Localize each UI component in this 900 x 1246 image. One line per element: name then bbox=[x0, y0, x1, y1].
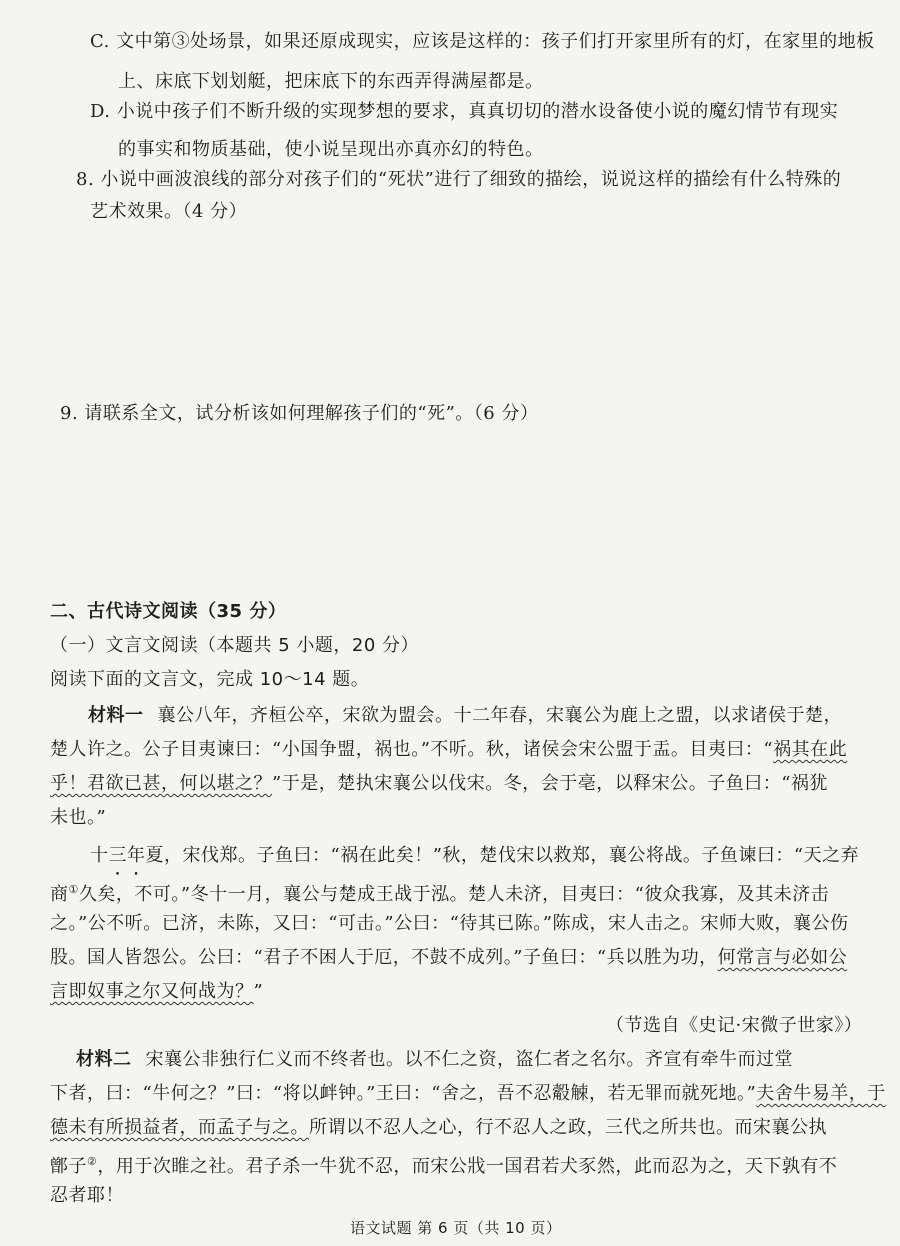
material1-p2-line1-pre: 十 bbox=[90, 845, 109, 866]
q7-option-c-line2: 上、床底下划划艇，把床底下的东西弄得满屋都是。 bbox=[118, 71, 544, 92]
footnote-marker-1: ① bbox=[68, 883, 79, 896]
q7-option-c-line1: C. 文中第③处场景，如果还原成现实，应该是这样的：孩子们打开家里所有的灯，在家里的地板 bbox=[90, 31, 875, 52]
q7-option-d-line1: D. 小说中孩子们不断升级的实现梦想的要求，真真切切的潜水设备使小说的魔幻情节有现实 bbox=[90, 101, 839, 122]
q7-option-d-line2: 的事实和物质基础，使小说呈现出亦真亦幻的特色。 bbox=[118, 139, 544, 160]
material2-underline-2: 德未有所损益者，而孟子与之。 bbox=[50, 1117, 309, 1138]
material1-p2-line4 bbox=[50, 946, 847, 970]
material2-line2 bbox=[50, 1082, 886, 1106]
material1-underline-a2: 乎！君欲已甚，何以堪之？ bbox=[50, 773, 272, 794]
material1-underline-b1: 何常言与必如公 bbox=[717, 947, 848, 968]
material1-p2-line2 bbox=[50, 878, 829, 907]
material1-label: 材料一 bbox=[88, 705, 144, 726]
material2-underline-1: 夫舍牛易羊，于 bbox=[756, 1083, 886, 1104]
dotted-char-2: 年 bbox=[127, 845, 146, 866]
material1-p2-line2-rest: 久矣，不可。”冬十一月，襄公与楚成王战于泓。楚人未济，目夷曰：“彼众我寡，及其未济击 bbox=[78, 884, 830, 905]
material1-p2-line2-pre: 商 bbox=[50, 884, 69, 905]
material1-p1-line2-text: 楚人许之。公子目夷谏曰：“小国争盟，祸也。”不听。秋，诸侯会宋公盟于盂。目夷曰：“ bbox=[50, 739, 774, 760]
q8-line2: 艺术效果。（4 分） bbox=[90, 201, 248, 222]
material1-source: （节选自《史记·宋微子世家》） bbox=[606, 1015, 863, 1036]
material1-line1 bbox=[88, 704, 842, 728]
section2-instruction: 阅读下面的文言文，完成 10～14 题。 bbox=[50, 669, 370, 690]
material2-line1-text: 宋襄公非独行仁义而不终者也。以不仁之资，盗仁者之名尔。齐宣有牵牛而过堂 bbox=[145, 1049, 793, 1070]
material2-line4-rest: ，用于次睢之社。君子杀一牛犹不忍，而宋公戕一国君若犬豕然，此而忍为之，天下孰有不 bbox=[97, 1156, 838, 1177]
material1-p2-line1 bbox=[90, 844, 859, 868]
q8-line1: 8. 小说中画波浪线的部分对孩子们的“死状”进行了细致的描绘，说说这样的描绘有什么特殊的 bbox=[76, 169, 842, 190]
section2-heading: 二、古代诗文阅读（35 分） bbox=[50, 601, 287, 622]
material1-underline-a1: 祸其在此 bbox=[773, 739, 848, 760]
material1-line4: 未也。” bbox=[50, 807, 107, 828]
dotted-char-1: 三 bbox=[108, 845, 127, 866]
material1-p2-line1-rest: 夏，宋伐郑。子鱼曰：“祸在此矣！”秋，楚伐宋以救郑，襄公将战。子鱼谏曰：“天之弃 bbox=[145, 845, 860, 866]
material1-p2-line5 bbox=[50, 980, 263, 1004]
q9-text: 9. 请联系全文，试分析该如何理解孩子们的“死”。（6 分） bbox=[60, 403, 539, 424]
page-footer: 语文试题 第 6 页（共 10 页） bbox=[350, 1219, 562, 1237]
material1-line3 bbox=[50, 772, 828, 796]
footnote-marker-2: ② bbox=[87, 1155, 98, 1168]
material2-line3-rest: 所谓以不忍人之心，行不忍人之政，三代之所共也。而宋襄公执 bbox=[309, 1117, 827, 1138]
material2-line5: 忍者耶！ bbox=[50, 1185, 124, 1206]
material2-label: 材料二 bbox=[76, 1049, 132, 1070]
material1-p1-line1-text: 襄公八年，齐桓公卒，宋欲为盟会。十二年春，宋襄公为鹿上之盟，以求诸侯于楚， bbox=[157, 705, 842, 726]
material1-p2-line4-pre: 股。国人皆怨公。公曰：“君子不困人于厄，不鼓不成列。”子鱼曰：“兵以胜为功， bbox=[50, 947, 718, 968]
material2-line4 bbox=[50, 1150, 837, 1179]
material1-p2-line5-rest: ” bbox=[253, 981, 264, 1002]
material2-line1 bbox=[76, 1048, 793, 1072]
material1-p1-line3-text: ”于是，楚执宋襄公以伐宋。冬，会于亳，以释宋公。子鱼曰：“祸犹 bbox=[272, 773, 828, 794]
section2-sub-heading: （一）文言文阅读（本题共 5 小题，20 分） bbox=[50, 635, 420, 656]
material1-underline-b2: 言即奴事之尔又何战为？ bbox=[50, 981, 254, 1002]
material2-line3 bbox=[50, 1116, 827, 1140]
material2-line4-pre: 鄫子 bbox=[50, 1156, 87, 1177]
material2-line2-pre: 下者，曰：“牛何之？”曰：“将以衅钟。”王曰：“舍之，吾不忍觳觫，若无罪而就死地。” bbox=[50, 1083, 757, 1104]
material1-line2 bbox=[50, 738, 847, 762]
material1-p2-line3: 之。”公不听。已济，未陈，又曰：“可击。”公曰：“待其已陈。”陈成，宋人击之。宋师大败，襄公伤 bbox=[50, 913, 849, 934]
